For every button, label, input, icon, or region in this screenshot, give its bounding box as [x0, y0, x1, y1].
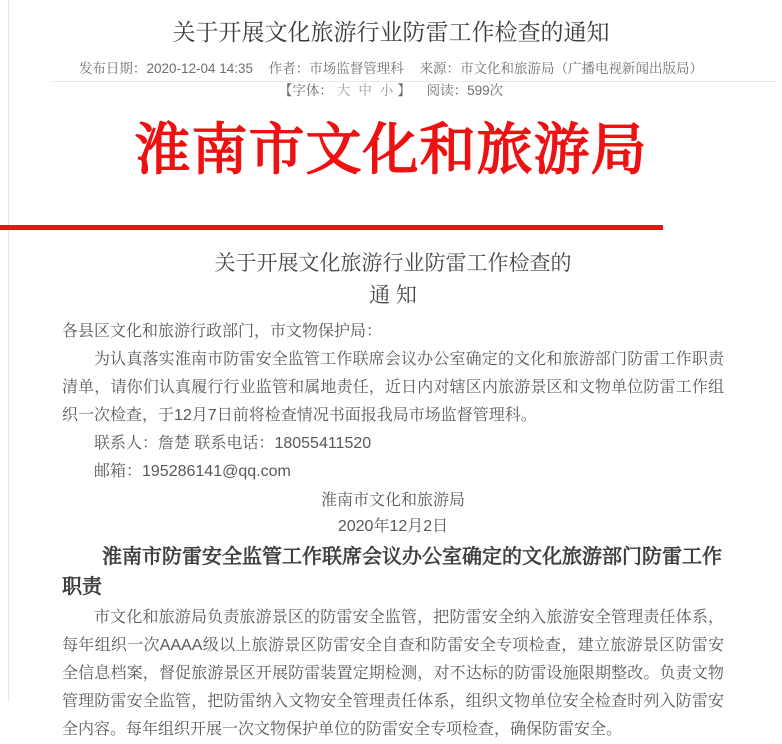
- source-value: 市文化和旅游局（广播电视新闻出版局）: [460, 61, 704, 76]
- author-value: 市场监督管理科: [309, 61, 404, 76]
- read-count: [427, 83, 504, 98]
- agency-letterhead: 淮南市文化和旅游局: [134, 118, 648, 181]
- document-title-line1: 关于开展文化旅游行业防雷工作检查的: [214, 252, 572, 275]
- author-label: 作者：: [268, 61, 310, 76]
- font-size-small-link[interactable]: 小: [379, 83, 394, 98]
- signature-date: 2020年12月2日: [337, 518, 449, 535]
- letterhead-red-line: [0, 225, 663, 230]
- author: [269, 61, 404, 76]
- article-meta-bar: [28, 58, 754, 102]
- publish-date: [79, 61, 253, 76]
- salutation: 各县区文化和旅游行政部门，市文物保护局：: [62, 323, 383, 340]
- publish-date-label: 发布日期：: [78, 61, 147, 76]
- font-size-label-close: 】: [397, 83, 411, 98]
- page-title: 关于开展文化旅游行业防雷工作检查的通知: [172, 19, 610, 45]
- contact-line: 联系人：詹楚 联系电话：18055411520: [94, 435, 372, 452]
- font-size-label-open: 【字体：: [278, 83, 333, 98]
- font-size-large-link[interactable]: 大: [336, 83, 351, 98]
- document-body: [0, 248, 782, 744]
- document-title-line2: 通 知: [369, 284, 417, 307]
- section-body: 市文化和旅游局负责旅游景区的防雷安全监管，把防雷安全纳入旅游安全管理责任体系，每年组织一次AAAA级以上旅游景区防雷安全自查和防雷安全专项检查，建立旅游景区防雷安全信息档案，督促旅游景区开展防雷装置定期检测，对不达标的防雷设施限期整改。负责文物管理防雷安全监管，把防雷纳入文物安全管理责任体系，组织文物单位安全检查时列入防雷安全内容。每年组织开展一次文物保护单位的防雷安全专项检查，确保防雷安全。: [62, 609, 724, 738]
- read-count-label: 阅读：: [426, 83, 468, 98]
- source-label: 来源：: [419, 61, 461, 76]
- paragraph-main: 为认真落实淮南市防雷安全监管工作联席会议办公室确定的文化和旅游部门防雷工作职责清单，请你们认真履行行业监管和属地责任，近日内对辖区内旅游景区和文物单位防雷工作组织一次检查，于12月7日前将检查情况书面报我局市场监督管理科。: [62, 351, 724, 424]
- publish-date-value: 2020-12-04 14:35: [146, 61, 254, 76]
- signature-agency: 淮南市文化和旅游局: [320, 492, 465, 509]
- font-size-switcher: [279, 83, 411, 98]
- source: [420, 61, 704, 76]
- email-line: 邮箱：195286141@qq.com: [94, 463, 291, 480]
- signature-block: [62, 488, 724, 540]
- section-heading: 淮南市防雷安全监管工作联席会议办公室确定的文化旅游部门防雷工作职责: [62, 546, 722, 598]
- read-count-value: 599次: [467, 83, 504, 98]
- meta-divider-line: [52, 81, 777, 82]
- font-size-medium-link[interactable]: 中: [358, 83, 372, 98]
